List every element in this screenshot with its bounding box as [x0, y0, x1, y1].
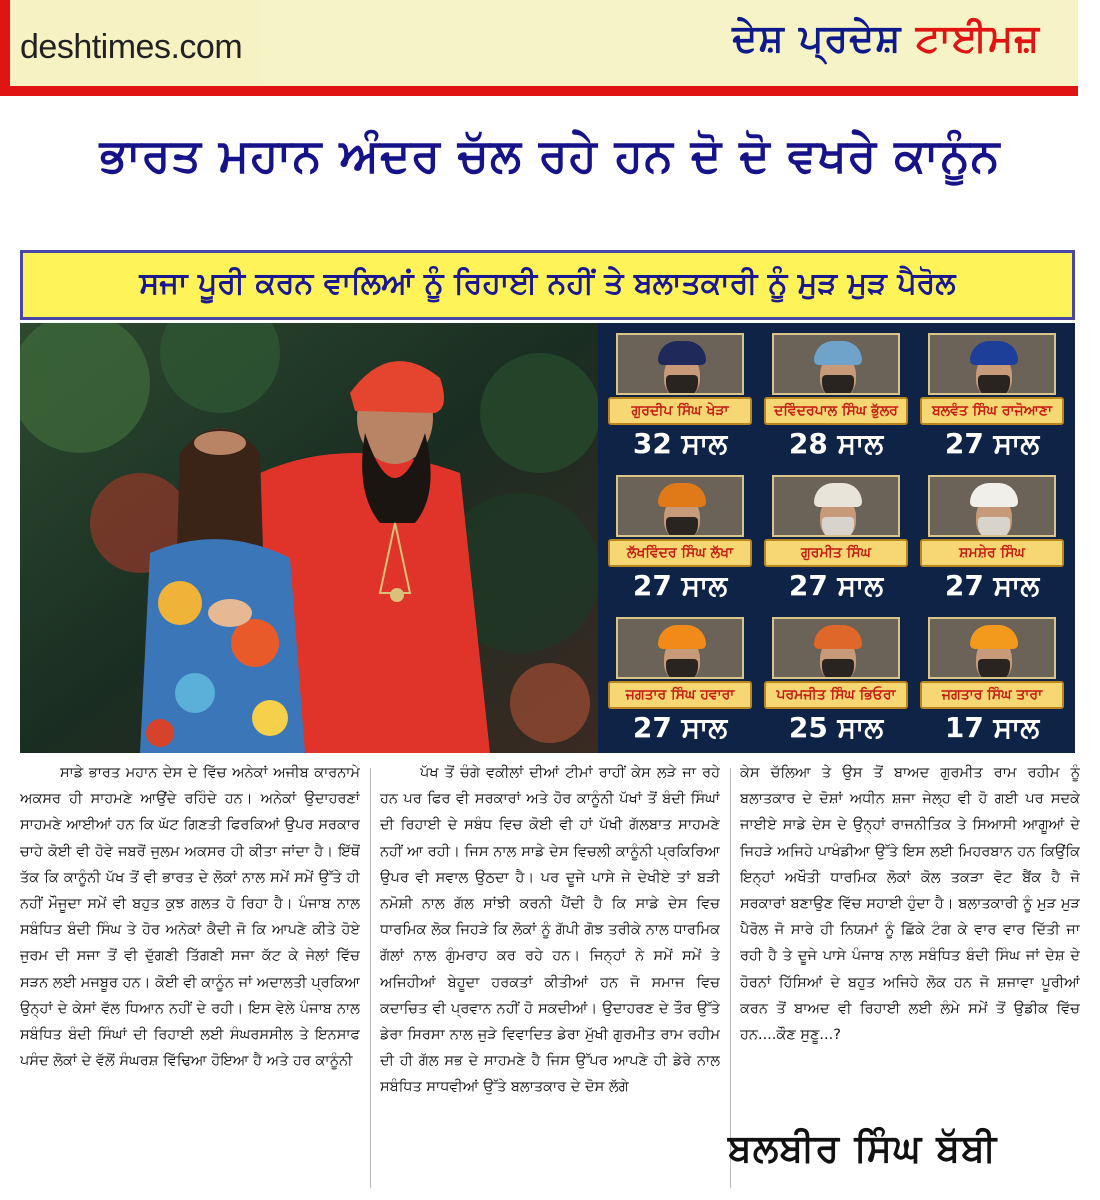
prisoner-name: ਗੁਰਮੀਤ ਸਿੰਘ: [764, 539, 908, 567]
prisoner-card: [918, 327, 1066, 465]
beard: [822, 375, 854, 395]
prisoner-name: ਬਲਵੰਤ ਸਿੰਘ ਰਾਜੋਆਣਾ: [920, 397, 1064, 425]
prisoner-grid: [598, 323, 1075, 753]
prisoner-card: [762, 611, 910, 749]
prisoner-name: ਪਰਮਜੀਤ ਸਿੰਘ ਭਿਓਰਾ: [764, 681, 908, 709]
article-paragraph: ਪੱਖ ਤੋਂ ਚੰਗੇ ਵਕੀਲਾਂ ਦੀਆਂ ਟੀਮਾਂ ਰਾਹੀਂ ਕੇਸ ਲੜੇ ਜਾ ਰਹੇ ਹਨ ਪਰ ਫਿਰ ਵੀ ਸਰਕਾਰਾਂ ਅਤੇ ਹੋਰ ਕਾਨੂੰਨੀ ਪੱਖਾਂ ਤੋਂ ਬੰਦੀ ਸਿੰਘਾਂ ਦੀ ਰਿਹਾਈ ਦੇ ਸਬੰਧ ਵਿਚ ਕੋਈ ਵੀ ਹਾਂ ਪੱਖੀ ਗੱਲਬਾਤ ਸਾਹਮਣੇ ਨਹੀਂ ਆ ਰਹੀ। ਜਿਸ ਨਾਲ ਸਾਡੇ ਦੇਸ ਵਿਚਲੀ ਕਾਨੂੰਨੀ ਪ੍ਰਕਿਰਿਆ ਉਪਰ ਵੀ ਸਵਾਲ ਉਠਦਾ ਹੈ। ਪਰ ਦੂਜੇ ਪਾਸੇ ਜੇ ਦੇਖੀਏ ਤਾਂ ਬੜੀ ਨਮੋਸ਼ੀ ਨਾਲ ਗੱਲ ਸਾਂਝੀ ਕਰਨੀ ਪੈਂਦੀ ਹੈ ਕਿ ਸਾਡੇ ਦੇਸ ਵਿਚ ਧਾਰਮਿਕ ਲੋਕ ਜਿਹੜੇ ਕਿ ਲੋਕਾਂ ਨੂੰ ਗੱਪੀ ਗੋਝ ਤਰੀਕੇ ਨਾਲ ਧਾਰਮਿਕ ਗੱਲਾਂ ਨਾਲ ਗੁੰਮਰਾਹ ਕਰ ਰਹੇ ਹਨ। ਜਿਨ੍ਹਾਂ ਨੇ ਸਮੇਂ ਸਮੇਂ ਤੇ ਅਜਿਹੀਆਂ ਬੇਹੂਦਾ ਹਰਕਤਾਂ ਕੀਤੀਆਂ ਹਨ ਜੋ ਸਮਾਜ ਵਿਚ ਕਦਾਚਿਤ ਵੀ ਪ੍ਰਵਾਨ ਨਹੀਂ ਹੋ ਸਕਦੀਆਂ। ਉਦਾਹਰਣ ਦੇ ਤੌਰ ਉੱਤੇ ਡੇਰਾ ਸਿਰਸਾ ਨਾਲ ਜੁੜੇ ਵਿਵਾਦਿਤ ਡੇਰਾ ਮੁੱਖੀ ਗੁਰਮੀਤ ਰਾਮ ਰਹੀਮ ਦੀ ਹੀ ਗੱਲ ਸਭ ਦੇ ਸਾਹਮਣੇ ਹੈ ਜਿਸ ਉੱਪਰ ਆਪਣੇ ਹੀ ਡੇਰੇ ਨਾਲ ਸਬੰਧਿਤ ਸਾਧਵੀਆਂ ਉੱਤੇ ਬਲਾਤਕਾਰ ਦੇ ਦੋਸ ਲੱਗੇ: [380, 765, 720, 1096]
prisoner-photo: [928, 617, 1056, 679]
prisoner-years: 32 ਸਾਲ: [632, 427, 728, 460]
prisoner-card: [762, 469, 910, 607]
article-paragraph: ਸਾਡੇ ਭਾਰਤ ਮਹਾਨ ਦੇਸ ਦੇ ਵਿੱਚ ਅਨੇਕਾਂ ਅਜੀਬ ਕਾਰਨਾਮੇ ਅਕਸਰ ਹੀ ਸਾਹਮਣੇ ਆਉਂਦੇ ਰਹਿੰਦੇ ਹਨ। ਅਨੇਕਾਂ ਉਦਾਹਰਣਾਂ ਸਾਹਮਣੇ ਆਈਆਂ ਹਨ ਕਿ ਘੱਟ ਗਿਣਤੀ ਫਿਰਕਿਆਂ ਉਪਰ ਸਰਕਾਰ ਚਾਹੇ ਕੋਈ ਵੀ ਹੋਵੇ ਜਬਰੋਂ ਜੁਲਮ ਅਕਸਰ ਹੀ ਕੀਤਾ ਜਾਂਦਾ ਹੈ। ਇੱਥੋਂ ਤੱਕ ਕਿ ਕਾਨੂੰਨੀ ਪੱਖ ਤੋਂ ਵੀ ਭਾਰਤ ਦੇ ਲੋਕਾਂ ਨਾਲ ਸਮੇਂ ਸਮੇਂ ਉੱਤੇ ਹੀ ਨਹੀਂ ਮੌਜੂਦਾ ਸਮੇਂ ਵੀ ਬਹੁਤ ਕੁਝ ਗਲਤ ਹੋ ਰਿਹਾ ਹੈ। ਪੰਜਾਬ ਨਾਲ ਸਬੰਧਿਤ ਬੰਦੀ ਸਿੰਘ ਤੇ ਹੋਰ ਅਨੇਕਾਂ ਕੈਦੀ ਜੋ ਕਿ ਆਪਣੇ ਕੀਤੇ ਹੋਏ ਜੁਰਮ ਦੀ ਸਜਾ ਤੋਂ ਵੀ ਦੁੱਗਣੀ ਤਿੱਗਣੀ ਸਜਾ ਕੱਟ ਕੇ ਜੇਲਾਂ ਵਿੱਚ ਸੜਨ ਲਈ ਮਜਬੂਰ ਹਨ। ਕੋਈ ਵੀ ਕਾਨੂੰਨ ਜਾਂ ਅਦਾਲਤੀ ਪ੍ਰਕਿਆ ਉਨ੍ਹਾਂ ਦੇ ਕੇਸਾਂ ਵੱਲ ਧਿਆਨ ਨਹੀਂ ਦੇ ਰਹੀ। ਇਸ ਵੇਲੇ ਪੰਜਾਬ ਨਾਲ ਸਬੰਧਿਤ ਬੰਦੀ ਸਿੰਘਾਂ ਦੀ ਰਿਹਾਈ ਲਈ ਸੰਘਰਸਸੀਲ ਤੇ ਇਨਸਾਫ ਪਸੰਦ ਲੋਕਾਂ ਦੇ ਵੱਲੋਂ ਸੰਘਰਸ਼ ਵਿੱਢਿਆ ਹੋਇਆ ਹੈ ਅਤੇ ਹਰ ਕਾਨੂੰਨੀ: [20, 765, 360, 1070]
turban: [970, 625, 1018, 649]
prisoner-name: ਜਗਤਾਰ ਸਿੰਘ ਹਵਾਰਾ: [608, 681, 752, 709]
beard: [666, 517, 698, 537]
prisoner-card: [606, 611, 754, 749]
logo-part-2: ਟਾਈਮਜ਼: [915, 16, 1040, 60]
author-byline: ਬਲਬੀਰ ਸਿੰਘ ਬੱਬੀ: [728, 1126, 998, 1170]
prisoner-name: ਜਗਤਾਰ ਸਿੰਘ ਤਾਰਾ: [920, 681, 1064, 709]
article-paragraph: ਕੇਸ ਚੱਲਿਆ ਤੇ ਉਸ ਤੋਂ ਬਾਅਦ ਗੁਰਮੀਤ ਰਾਮ ਰਹੀਮ ਨੂੰ ਬਲਾਤਕਾਰ ਦੇ ਦੋਸ਼ਾਂ ਅਧੀਨ ਸ਼ਜਾ ਜੇਲ੍ਹ ਵੀ ਹੋ ਗਈ ਪਰ ਸਦਕੇ ਜਾਈਏ ਸਾਡੇ ਦੇਸ ਦੇ ਉਨ੍ਹਾਂ ਰਾਜਨੀਤਿਕ ਤੇ ਸਿਆਸੀ ਆਗੂਆਂ ਦੇ ਜਿਹੜੇ ਅਜਿਹੇ ਪਾਖੰਡੀਆ ਉੱਤੇ ਇਸ ਲਈ ਮਿਹਰਬਾਨ ਹਨ ਕਿਉਂਕਿ ਇਨ੍ਹਾਂ ਅਖੌਤੀ ਧਾਰਮਿਕ ਲੋਕਾਂ ਕੋਲ ਤਕੜਾ ਵੋਟ ਬੈਂਕ ਹੈ ਜੋ ਸਰਕਾਰਾਂ ਬਣਾਉਣ ਵਿੱਚ ਸਹਾਈ ਹੁੰਦਾ ਹੈ। ਬਲਾਤਕਾਰੀ ਨੂੰ ਮੁੜ ਮੁੜ ਪੈਰੋਲ ਜੋ ਸਾਰੇ ਹੀ ਨਿਯਮਾਂ ਨੂੰ ਛਿੱਕੇ ਟੰਗ ਕੇ ਵਾਰ ਵਾਰ ਦਿੱਤੀ ਜਾ ਰਹੀ ਹੈ ਤੇ ਦੂਜੇ ਪਾਸੇ ਪੰਜਾਬ ਨਾਲ ਸਬੰਧਿਤ ਬੰਦੀ ਸਿੰਘ ਜਾਂ ਦੇਸ਼ ਦੇ ਹੋਰਨਾਂ ਹਿੱਸਿਆਂ ਦੇ ਬਹੁਤ ਅਜਿਹੇ ਲੋਕ ਹਨ ਜੋ ਸ਼ਜਾਵਾ ਪੂਰੀਆਂ ਕਰਨ ਤੋਂ ਬਾਅਦ ਵੀ ਰਿਹਾਈ ਲਈ ਲੰਮੇ ਸਮੇਂ ਤੋਂ ਉਡੀਕ ਵਿੱਚ ਹਨ....ਕੌਣ ਸੁਣੂ...?: [740, 765, 1080, 1044]
prisoner-name: ਸ਼ਮਸ਼ੇਰ ਸਿੰਘ: [920, 539, 1064, 567]
prisoner-years: 27 ਸਾਲ: [632, 569, 728, 602]
prisoner-card: [606, 469, 754, 607]
turban: [658, 625, 706, 649]
prisoner-photo: [928, 475, 1056, 537]
masthead: [0, 0, 1100, 100]
prisoner-years: 25 ਸਾਲ: [788, 711, 884, 744]
prisoner-years: 27 ਸਾਲ: [788, 569, 884, 602]
prisoner-years: 27 ਸਾਲ: [944, 427, 1040, 460]
prisoner-years: 17 ਸਾਲ: [944, 711, 1040, 744]
beard: [822, 517, 854, 537]
beard: [666, 659, 698, 679]
beard: [978, 517, 1010, 537]
site-url-box: [0, 0, 262, 96]
prisoner-years: 27 ਸਾਲ: [632, 711, 728, 744]
photo-illustration: [20, 323, 598, 753]
prisoner-photo: [616, 475, 744, 537]
turban: [814, 625, 862, 649]
prisoner-photo: [616, 617, 744, 679]
prisoner-photo: [772, 617, 900, 679]
beard: [666, 375, 698, 395]
site-url[interactable]: deshtimes.com: [20, 28, 243, 66]
prisoner-card: [918, 469, 1066, 607]
beard: [978, 659, 1010, 679]
prisoner-photo: [928, 333, 1056, 395]
prisoner-years: 28 ਸਾਲ: [788, 427, 884, 460]
article-column-1: [20, 760, 360, 1192]
subheadline: ਸਜਾ ਪੂਰੀ ਕਰਨ ਵਾਲਿਆਂ ਨੂੰ ਰਿਹਾਈ ਨਹੀਂ ਤੇ ਬਲਾਤਕਾਰੀ ਨੂੰ ਮੁੜ ਮੁੜ ਪੈਰੋਲ: [139, 266, 956, 301]
prisoner-name: ਗੁਰਦੀਪ ਸਿੰਘ ਖੇੜਾ: [608, 397, 752, 425]
prisoner-card: [606, 327, 754, 465]
beard: [822, 659, 854, 679]
turban: [814, 341, 862, 365]
article-column-2: [380, 760, 720, 1192]
turban: [658, 483, 706, 507]
prisoner-name: ਲੱਖਵਿੰਦਰ ਸਿੰਘ ਲੱਖਾ: [608, 539, 752, 567]
prisoner-card: [918, 611, 1066, 749]
prisoner-photo: [772, 475, 900, 537]
turban: [658, 341, 706, 365]
headline: ਭਾਰਤ ਮਹਾਨ ਅੰਦਰ ਚੱਲ ਰਹੇ ਹਨ ਦੋ ਦੋ ਵਖਰੇ ਕਾਨੂੰਨ: [99, 128, 1001, 182]
beard: [978, 375, 1010, 395]
newspaper-logo: [732, 16, 1040, 61]
turban: [814, 483, 862, 507]
prisoner-photo: [772, 333, 900, 395]
prisoner-photo: [616, 333, 744, 395]
prisoner-years: 27 ਸਾਲ: [944, 569, 1040, 602]
subheadline-box: [20, 250, 1075, 320]
main-photo: [20, 323, 598, 753]
prisoner-card: [762, 327, 910, 465]
brand-band: [262, 0, 1078, 96]
logo-part-1: ਦੇਸ਼ ਪ੍ਰਦੇਸ਼: [732, 16, 902, 60]
turban: [970, 341, 1018, 365]
prisoner-name: ਦਵਿੰਦਰਪਾਲ ਸਿੰਘ ਭੁੱਲਰ: [764, 397, 908, 425]
turban: [970, 483, 1018, 507]
